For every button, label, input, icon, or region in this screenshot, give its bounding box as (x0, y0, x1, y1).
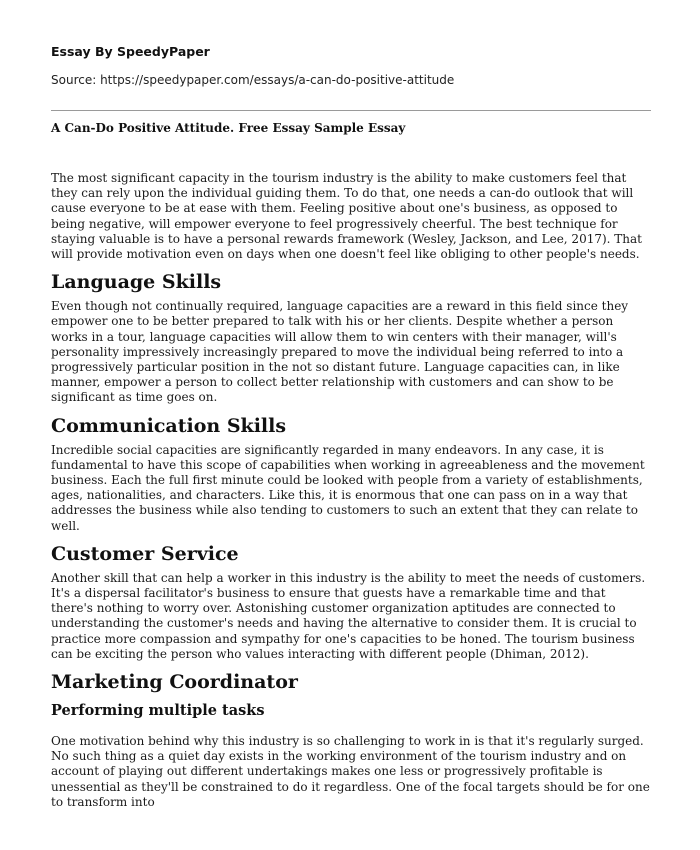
section-heading-language-skills: Language Skills (51, 271, 222, 294)
section-paragraph-customer-service: Another skill that can help a worker in this industry is the ability to meet the needs of customers. It's a dispersal facilitator's business to ensure that guests have a remarkable time and that there's nothing to worry over. Astonishing customer organization aptitudes are connected to understanding the customer's needs and having the alternative to consider them. It is crucial to practice more compassion and sympathy for one's capacities to be honed. The tourism business can be exciting the person who values interacting with different people (Dhiman, 2012). (51, 570, 646, 661)
document-title: A Can-Do Positive Attitude. Free Essay Sample Essay (51, 121, 406, 135)
section-paragraph-communication-skills: Incredible social capacities are significantly regarded in many endeavors. In any case, it is fundamental to have this scope of capabilities when working in agreeableness and the movement business. Each the full first minute could be looked with people from a variety of establishments, ages, nationalities, and characters. Like this, it is enormous that one can pass on in a way that addresses the business while also tending to customers to such an extent that they can relate to well. (51, 442, 645, 533)
source-line: Source: https://speedypaper.com/essays/a-can-do-positive-attitude (51, 73, 455, 87)
subheading-performing-multiple-tasks: Performing multiple tasks (51, 702, 265, 720)
header (51, 44, 651, 87)
section-heading-communication-skills: Communication Skills (51, 414, 287, 437)
section-paragraph-performing-multiple-tasks: One motivation behind why this industry is so challenging to work in is that it's regularly surged. No such thing as a quiet day exists in the working environment of the tourism industry and on account of playing out different undertakings makes one less or progressively profitable is unessential as they'll be constrained to do it regardless. One of the focal targets should be for one to transform into (51, 734, 650, 809)
section-heading-customer-service: Customer Service (51, 542, 239, 565)
divider (51, 110, 651, 111)
intro-paragraph: The most significant capacity in the tourism industry is the ability to make customers feel that they can rely upon the individual guiding them. To do that, one needs a can-do outlook that will cause everyone to be at ease with them. Feeling positive about one's business, as opposed to being negative, will empower everyone to feel progressively cheerful. The best technique for staying valuable is to have a personal rewards framework (Wesley, Jackson, and Lee, 2017). That will provide motivation even on days when one doesn't feel like obliging to other people's needs. (51, 171, 642, 262)
essay-body (51, 171, 651, 810)
section-heading-marketing-coordinator: Marketing Coordinator (51, 671, 298, 694)
section-paragraph-language-skills: Even though not continually required, language capacities are a reward in this field since they empower one to be better prepared to talk with his or her clients. Despite whether a person works in a tour, language capacities will allow them to win centers with their manager, will's personality impressively increasingly prepared to move the individual being referred to into a progressively particular position in the not so distant future. Language capacities can, in like manner, empower a person to collect better relationship with customers and can show to be significant as time goes on. (51, 299, 629, 405)
brand-title: Essay By SpeedyPaper (51, 44, 210, 59)
